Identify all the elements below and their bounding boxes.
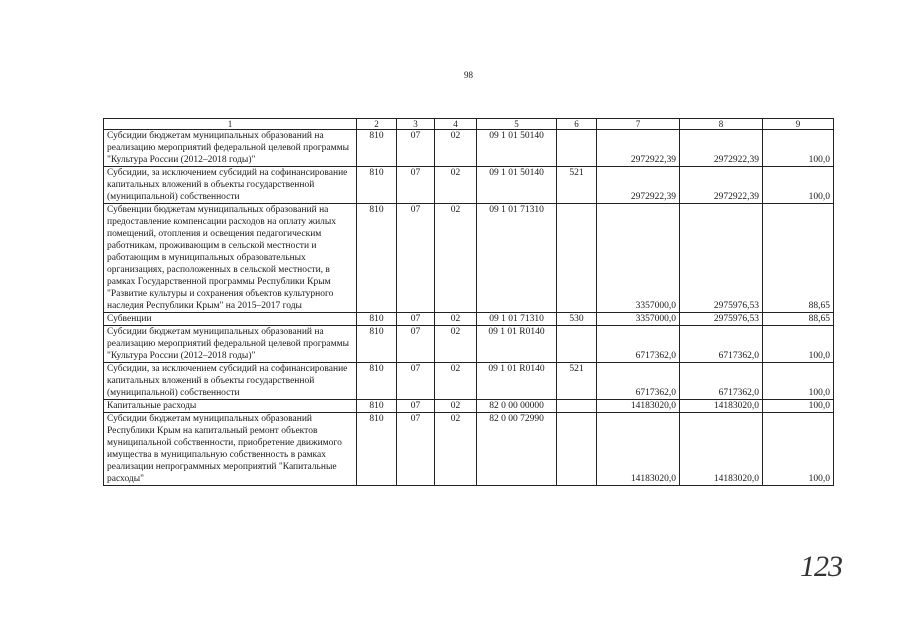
code-cell bbox=[557, 413, 597, 486]
code-cell: 07 bbox=[397, 326, 435, 363]
table-row bbox=[104, 130, 834, 167]
value-cell: 2972922,39 bbox=[597, 167, 680, 204]
code-cell: 82 0 00 72990 bbox=[477, 413, 557, 486]
code-cell: 810 bbox=[357, 204, 397, 313]
code-cell: 02 bbox=[435, 204, 477, 313]
table-row bbox=[104, 167, 834, 204]
code-cell: 07 bbox=[397, 130, 435, 167]
value-cell: 6717362,0 bbox=[597, 363, 680, 400]
code-cell: 810 bbox=[357, 363, 397, 400]
code-cell: 07 bbox=[397, 167, 435, 204]
code-cell bbox=[557, 400, 597, 413]
code-cell: 521 bbox=[557, 167, 597, 204]
code-cell: 07 bbox=[397, 204, 435, 313]
value-cell: 6717362,0 bbox=[680, 363, 763, 400]
value-cell: 2972922,39 bbox=[680, 167, 763, 204]
code-cell: 530 bbox=[557, 313, 597, 326]
code-cell: 02 bbox=[435, 400, 477, 413]
header-cell: 8 bbox=[680, 119, 763, 130]
value-cell: 2972922,39 bbox=[597, 130, 680, 167]
code-cell: 07 bbox=[397, 313, 435, 326]
value-cell: 2972922,39 bbox=[680, 130, 763, 167]
code-cell: 810 bbox=[357, 413, 397, 486]
percent-cell: 100,0 bbox=[763, 130, 834, 167]
code-cell: 810 bbox=[357, 326, 397, 363]
code-cell: 02 bbox=[435, 313, 477, 326]
row-name: Субсидии, за исключением субсидий на софинансирование капитальных вложений в объекты государственной (муниципальной) собственности bbox=[104, 167, 357, 204]
table-row bbox=[104, 363, 834, 400]
percent-cell: 100,0 bbox=[763, 363, 834, 400]
table-row bbox=[104, 400, 834, 413]
code-cell: 02 bbox=[435, 130, 477, 167]
code-cell: 02 bbox=[435, 413, 477, 486]
row-name: Субвенции бюджетам муниципальных образований на предоставление компенсации расходов на оплату жилых помещений, отопления и освещения педагогическим работникам, проживающим в сельской местности и работающим в муниципальных образовательных организациях, расположенных в сельской местности, в рамках Государственной программы Республики Крым "Развитие культуры и сохранения объектов культурного наследия Республики Крым" на 2015–2017 годы bbox=[104, 204, 357, 313]
code-cell bbox=[557, 130, 597, 167]
header-cell: 4 bbox=[435, 119, 477, 130]
value-cell: 3357000,0 bbox=[597, 204, 680, 313]
value-cell: 14183020,0 bbox=[597, 400, 680, 413]
percent-cell: 100,0 bbox=[763, 326, 834, 363]
code-cell: 810 bbox=[357, 130, 397, 167]
table-row bbox=[104, 413, 834, 486]
header-cell: 3 bbox=[397, 119, 435, 130]
code-cell: 02 bbox=[435, 167, 477, 204]
value-cell: 2975976,53 bbox=[680, 204, 763, 313]
code-cell: 82 0 00 00000 bbox=[477, 400, 557, 413]
header-cell: 9 bbox=[763, 119, 834, 130]
code-cell: 09 1 01 R0140 bbox=[477, 363, 557, 400]
row-name: Субвенции bbox=[104, 313, 357, 326]
code-cell: 810 bbox=[357, 167, 397, 204]
percent-cell: 88,65 bbox=[763, 204, 834, 313]
code-cell: 09 1 01 71310 bbox=[477, 204, 557, 313]
code-cell: 09 1 01 50140 bbox=[477, 167, 557, 204]
handwritten-page-number: 123 bbox=[800, 550, 842, 583]
value-cell: 6717362,0 bbox=[597, 326, 680, 363]
row-name: Субсидии бюджетам муниципальных образований на реализацию мероприятий федеральной целевой программы "Культура России (2012–2018 годы)" bbox=[104, 326, 357, 363]
code-cell bbox=[557, 326, 597, 363]
value-cell: 3357000,0 bbox=[597, 313, 680, 326]
code-cell: 09 1 01 R0140 bbox=[477, 326, 557, 363]
code-cell: 09 1 01 50140 bbox=[477, 130, 557, 167]
table-row bbox=[104, 204, 834, 313]
row-name: Капитальные расходы bbox=[104, 400, 357, 413]
header-cell: 1 bbox=[104, 119, 357, 130]
header-cell: 6 bbox=[557, 119, 597, 130]
code-cell: 07 bbox=[397, 363, 435, 400]
code-cell: 02 bbox=[435, 326, 477, 363]
budget-table bbox=[103, 118, 834, 486]
value-cell: 14183020,0 bbox=[680, 413, 763, 486]
value-cell: 6717362,0 bbox=[680, 326, 763, 363]
page-number: 98 bbox=[464, 70, 473, 80]
code-cell: 07 bbox=[397, 400, 435, 413]
code-cell bbox=[557, 204, 597, 313]
percent-cell: 88,65 bbox=[763, 313, 834, 326]
header-cell: 2 bbox=[357, 119, 397, 130]
row-name: Субсидии бюджетам муниципальных образований Республики Крым на капитальный ремонт объектов муниципальной собственности, приобретение движимого имущества в муниципальную собственность в рамках реализации непрограммных мероприятий "Капитальные расходы" bbox=[104, 413, 357, 486]
header-cell: 7 bbox=[597, 119, 680, 130]
code-cell: 09 1 01 71310 bbox=[477, 313, 557, 326]
row-name: Субсидии, за исключением субсидий на софинансирование капитальных вложений в объекты государственной (муниципальной) собственности bbox=[104, 363, 357, 400]
table-row bbox=[104, 313, 834, 326]
code-cell: 810 bbox=[357, 313, 397, 326]
value-cell: 14183020,0 bbox=[597, 413, 680, 486]
code-cell: 810 bbox=[357, 400, 397, 413]
value-cell: 14183020,0 bbox=[680, 400, 763, 413]
value-cell: 2975976,53 bbox=[680, 313, 763, 326]
code-cell: 07 bbox=[397, 413, 435, 486]
table-row bbox=[104, 326, 834, 363]
row-name: Субсидии бюджетам муниципальных образований на реализацию мероприятий федеральной целевой программы "Культура России (2012–2018 годы)" bbox=[104, 130, 357, 167]
header-cell: 5 bbox=[477, 119, 557, 130]
code-cell: 521 bbox=[557, 363, 597, 400]
header-row bbox=[104, 119, 834, 130]
percent-cell: 100,0 bbox=[763, 167, 834, 204]
percent-cell: 100,0 bbox=[763, 400, 834, 413]
code-cell: 02 bbox=[435, 363, 477, 400]
percent-cell: 100,0 bbox=[763, 413, 834, 486]
